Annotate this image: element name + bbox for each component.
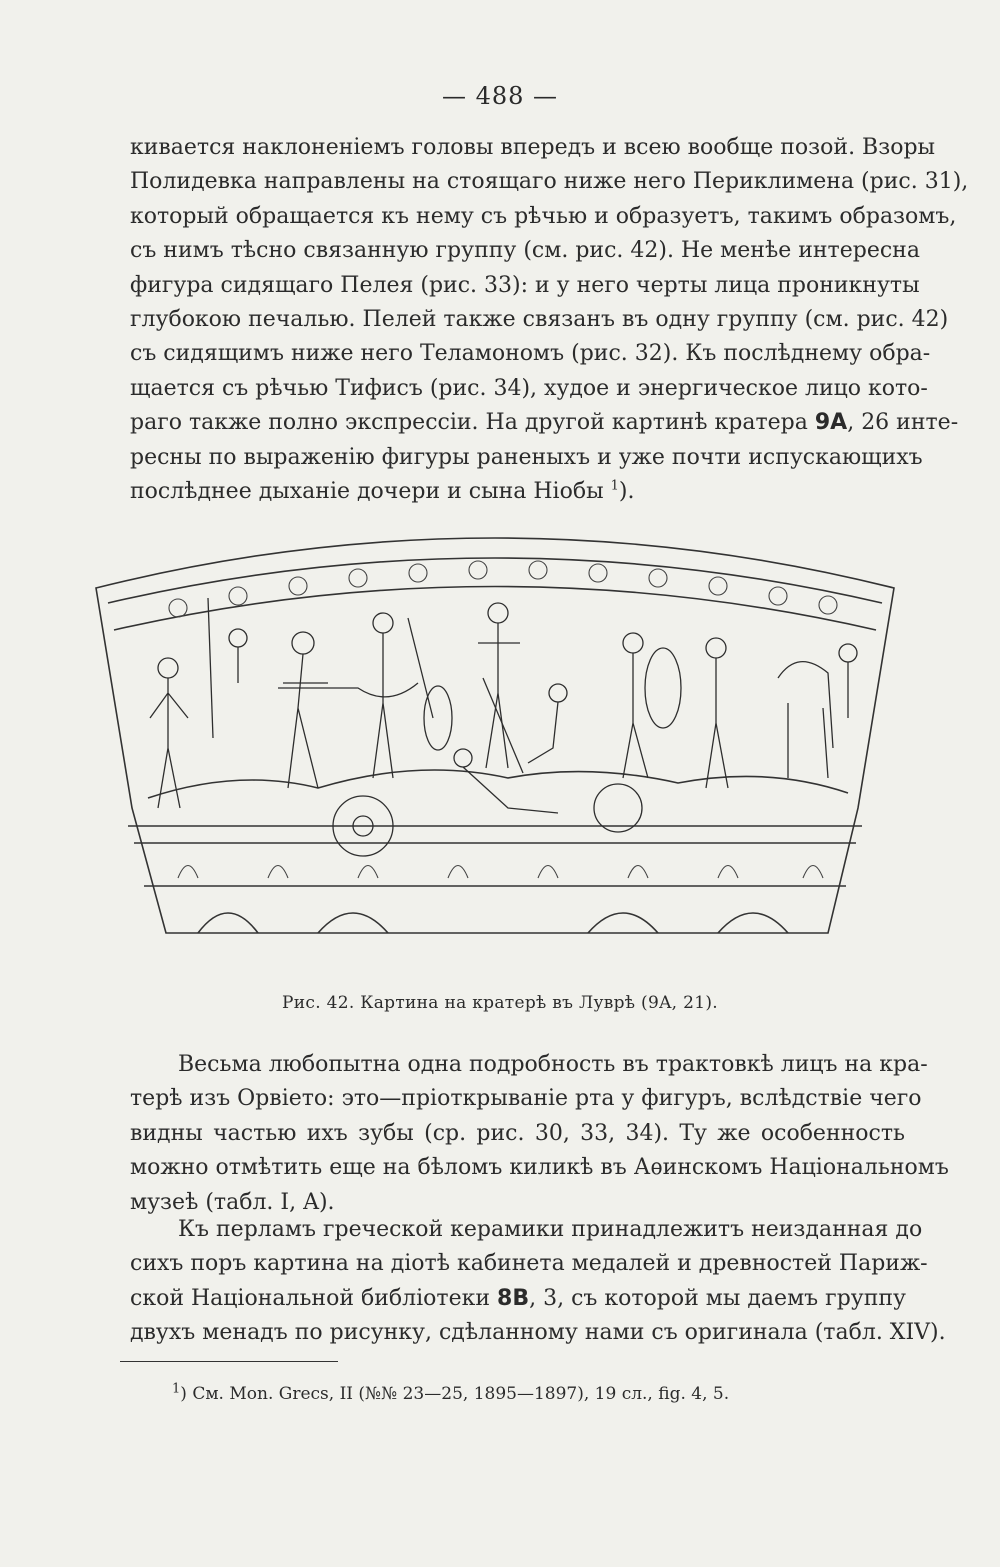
- text-line: послѣднее дыханіе дочери и сына Ніобы $^1$).: [130, 478, 635, 505]
- footnote: [172, 1381, 730, 1404]
- vase-reference: 9A: [814, 410, 848, 436]
- krater-drawing: [88, 508, 902, 963]
- text-line: раго также полно экспрессіи. На другой картинѣ кратера 9A, 26 инте-: [130, 410, 959, 436]
- text-line: сихъ поръ картина на діотѣ кабинета медалей и древностей Париж-: [130, 1251, 928, 1277]
- text-line: ресны по выраженію фигуры раненыхъ и уже почти испускающихъ: [130, 444, 923, 470]
- text-line: Весьма любопытна одна подробность въ трактовкѣ лицъ на кра-: [178, 1052, 928, 1077]
- text-line: кивается наклоненіемъ головы впередъ и всею вообще позой. Взоры: [130, 135, 936, 160]
- footnote-marker: 1: [610, 478, 619, 494]
- vase-reference: 8B: [497, 1285, 530, 1311]
- text-line: ской Національной библіотеки 8B, 3, съ которой мы даемъ группу: [130, 1285, 906, 1311]
- text-line: который обращается къ нему съ рѣчью и образуетъ, такимъ образомъ,: [130, 203, 957, 229]
- paragraph-2: [130, 1048, 949, 1220]
- text-line: двухъ менадъ по рисунку, сдѣланному нами съ оригинала (табл. XIV).: [130, 1320, 946, 1346]
- text-line: фигура сидящаго Пелея (рис. 33): и у него черты лица проникнуты: [130, 272, 920, 298]
- page-number: — 488 —: [441, 82, 559, 110]
- footnote-marker: 1: [172, 1381, 181, 1397]
- text-line: Полидевка направлены на стоящаго ниже него Периклимена (рис. 31),: [130, 169, 969, 195]
- paragraph-3: [130, 1213, 946, 1351]
- text-line: щается съ рѣчью Тифисъ (рис. 34), худое и энергическое лицо кото-: [130, 375, 928, 401]
- text-line: глубокою печалью. Пелей также связанъ въ одну группу (см. рис. 42): [130, 307, 949, 333]
- text-line: видны частью ихъ зубы (ср. рис. 30, 33, 34). Ту же особенность: [130, 1120, 905, 1146]
- text-line: Къ перламъ греческой керамики принадлежитъ неизданная до: [178, 1217, 923, 1242]
- figure-caption: Рис. 42. Картина на кратерѣ въ Луврѣ (9A, 21).: [282, 993, 718, 1013]
- text-line: можно отмѣтить еще на бѣломъ киликѣ въ Аѳинскомъ Національномъ: [130, 1155, 949, 1181]
- text-line: съ нимъ тѣсно связанную группу (см. рис. 42). Не менѣе интересна: [130, 238, 920, 264]
- text-line: музеѣ (табл. I, A).: [130, 1189, 335, 1215]
- paragraph-1: [130, 131, 969, 509]
- footnote-divider: [120, 1361, 338, 1362]
- text-line: съ сидящимъ ниже него Теламономъ (рис. 32). Къ послѣднему обра-: [130, 341, 931, 367]
- footnote-text: ) См. Mon. Grecs, II (№№ 23—25, 1895—1897), 19 сл., fig. 4, 5.: [180, 1384, 730, 1404]
- krater-figure: [88, 508, 902, 963]
- text-line: терѣ изъ Орвіето: это—пріоткрываніе рта у фигуръ, вслѣдствіе чего: [130, 1086, 922, 1112]
